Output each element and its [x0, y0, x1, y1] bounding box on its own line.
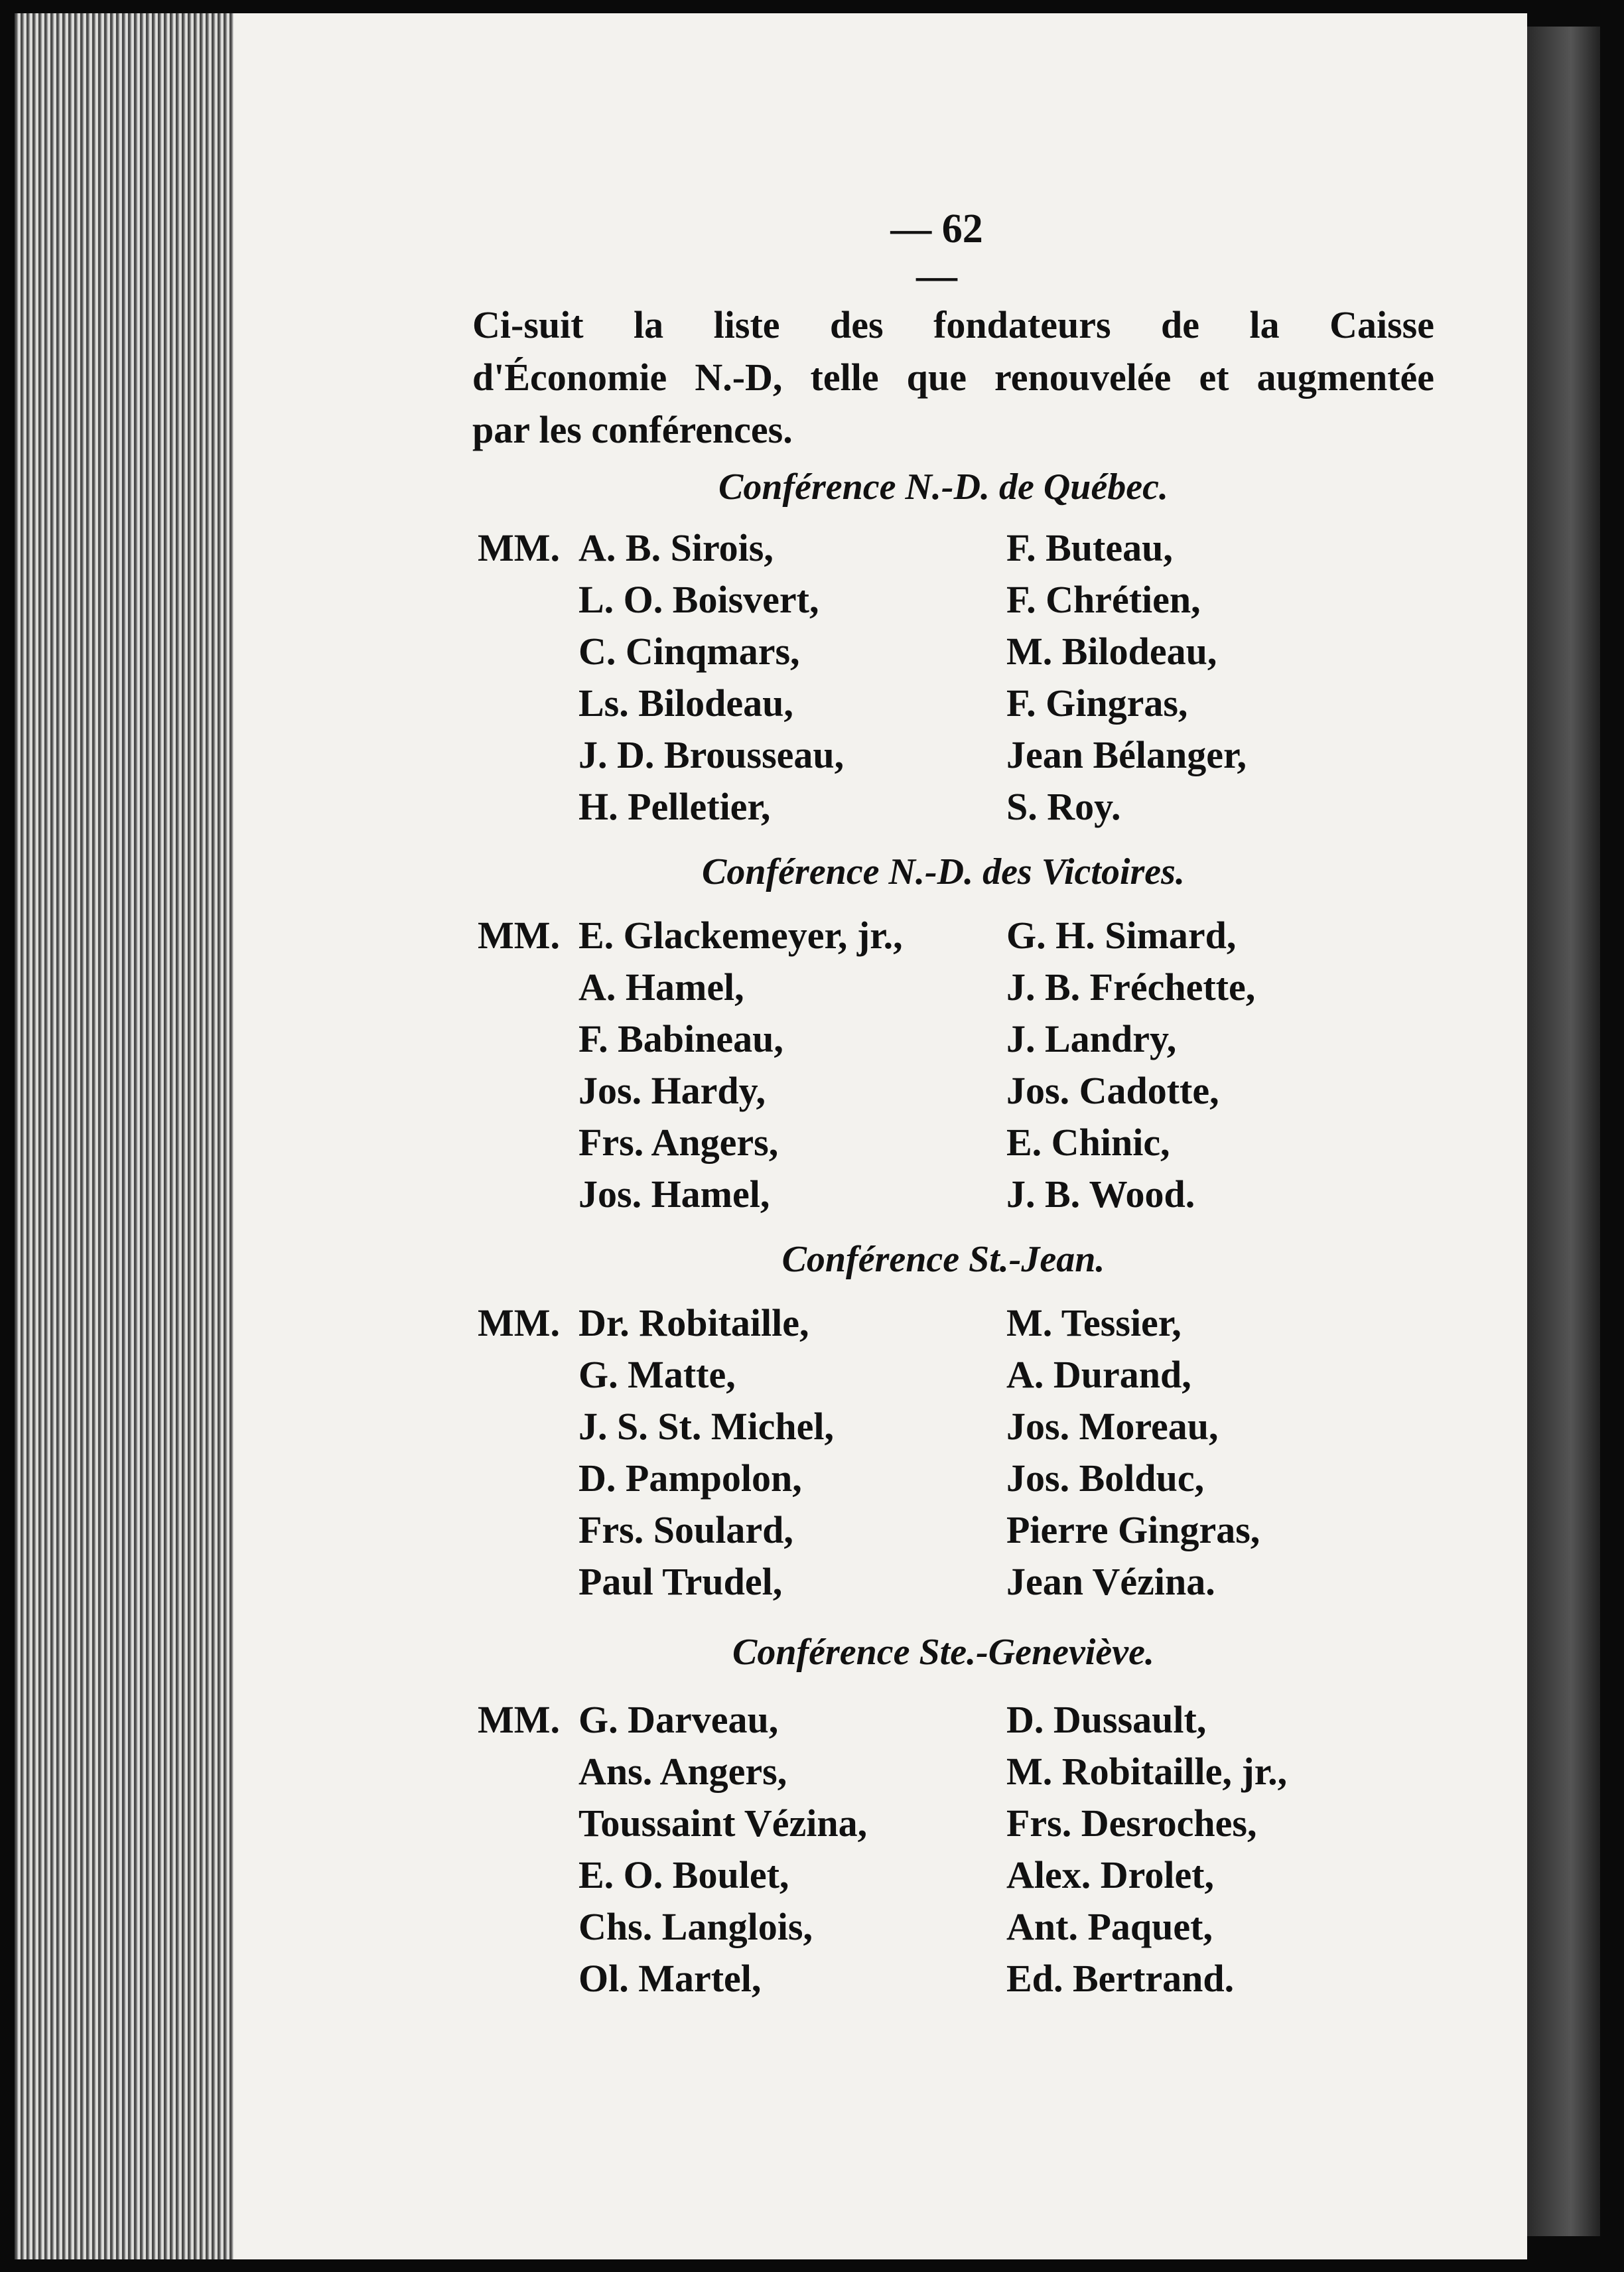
name-left: G. Darveau, [578, 1698, 779, 1741]
name-row [15, 629, 1527, 681]
section-heading: Conférence Ste.-Geneviève. [732, 1632, 1154, 1673]
name-left: J. S. St. Michel, [578, 1405, 835, 1448]
name-right: F. Chrétien, [1006, 578, 1201, 621]
name-right: M. Bilodeau, [1006, 630, 1217, 673]
name-row [15, 1904, 1527, 1956]
name-right: Jos. Cadotte, [1006, 1069, 1219, 1112]
name-left: Frs. Angers, [578, 1121, 779, 1164]
name-left: Frs. Soulard, [578, 1508, 793, 1551]
row-prefix: MM. [478, 1698, 560, 1741]
name-right: M. Tessier, [1006, 1301, 1182, 1344]
name-right: Pierre Gingras, [1006, 1508, 1260, 1551]
section-heading: Conférence St.-Jean. [781, 1239, 1105, 1280]
name-left: A. B. Sirois, [578, 526, 774, 569]
name-left: Toussaint Vézina, [578, 1802, 868, 1845]
name-row [15, 1853, 1527, 1904]
name-row [15, 1697, 1527, 1749]
name-left: Jos. Hamel, [578, 1172, 770, 1216]
row-prefix: MM. [478, 914, 560, 957]
name-left: G. Matte, [578, 1353, 736, 1396]
name-left: F. Babineau, [578, 1017, 783, 1060]
name-row [15, 1301, 1527, 1352]
name-row [15, 965, 1527, 1017]
name-right: S. Roy. [1006, 785, 1121, 828]
name-row [15, 1352, 1527, 1404]
name-row [15, 1172, 1527, 1224]
book-page [15, 13, 1527, 2259]
name-left: Chs. Langlois, [578, 1905, 813, 1948]
name-row [15, 1120, 1527, 1172]
name-left: Ls. Bilodeau, [578, 681, 793, 725]
name-right: F. Buteau, [1006, 526, 1173, 569]
name-left: L. O. Boisvert, [578, 578, 819, 621]
name-right: Jos. Moreau, [1006, 1405, 1219, 1448]
name-right: D. Dussault, [1006, 1698, 1207, 1741]
name-left: H. Pelletier, [578, 785, 771, 828]
name-left: Ol. Martel, [578, 1957, 762, 2000]
name-right: Jean Bélanger, [1006, 733, 1247, 776]
name-right: Jean Vézina. [1006, 1560, 1215, 1603]
name-right: J. Landry, [1006, 1017, 1177, 1060]
name-right: Ant. Paquet, [1006, 1905, 1213, 1948]
page-number: — 62 — [890, 206, 983, 299]
row-prefix: MM. [478, 526, 560, 569]
section-heading: Conférence N.-D. de Québec. [718, 466, 1169, 508]
name-right: F. Gingras, [1006, 681, 1188, 725]
name-row [15, 784, 1527, 836]
intro-line: par les conférences. [472, 408, 793, 451]
intro-line: Ci-suit la liste des fondateurs de la Caisse [472, 303, 1434, 346]
section-heading: Conférence N.-D. des Victoires. [702, 851, 1185, 892]
name-right: E. Chinic, [1006, 1121, 1170, 1164]
name-right: J. B. Fréchette, [1006, 965, 1256, 1009]
name-row [15, 913, 1527, 965]
name-left: J. D. Brousseau, [578, 733, 845, 776]
name-row [15, 1559, 1527, 1611]
name-right: Ed. Bertrand. [1006, 1957, 1235, 2000]
name-left: E. Glackemeyer, jr., [578, 914, 903, 957]
adjacent-page-edge [1527, 27, 1600, 2236]
name-right: A. Durand, [1006, 1353, 1191, 1396]
name-row [15, 1956, 1527, 2008]
name-row [15, 733, 1527, 784]
name-row [15, 1068, 1527, 1120]
name-row [15, 681, 1527, 733]
name-left: C. Cinqmars, [578, 630, 800, 673]
name-row [15, 577, 1527, 629]
name-left: Ans. Angers, [578, 1750, 787, 1793]
name-right: J. B. Wood. [1006, 1172, 1195, 1216]
name-left: Jos. Hardy, [578, 1069, 766, 1112]
name-right: Frs. Desroches, [1006, 1802, 1257, 1845]
name-right: G. H. Simard, [1006, 914, 1237, 957]
name-right: Alex. Drolet, [1006, 1853, 1214, 1896]
name-row [15, 1749, 1527, 1801]
name-row [15, 1508, 1527, 1559]
name-right: M. Robitaille, jr., [1006, 1750, 1288, 1793]
name-left: Dr. Robitaille, [578, 1301, 809, 1344]
name-row [15, 1404, 1527, 1456]
name-left: E. O. Boulet, [578, 1853, 789, 1896]
name-left: Paul Trudel, [578, 1560, 783, 1603]
row-prefix: MM. [478, 1301, 560, 1344]
name-row [15, 1801, 1527, 1853]
name-row [15, 1017, 1527, 1068]
name-left: A. Hamel, [578, 965, 744, 1009]
name-left: D. Pampolon, [578, 1456, 802, 1500]
intro-paragraph [472, 299, 1434, 456]
name-row [15, 1456, 1527, 1508]
name-right: Jos. Bolduc, [1006, 1456, 1205, 1500]
name-row [15, 526, 1527, 577]
intro-line: d'Économie N.-D, telle que renouvelée et augmentée [472, 356, 1434, 399]
